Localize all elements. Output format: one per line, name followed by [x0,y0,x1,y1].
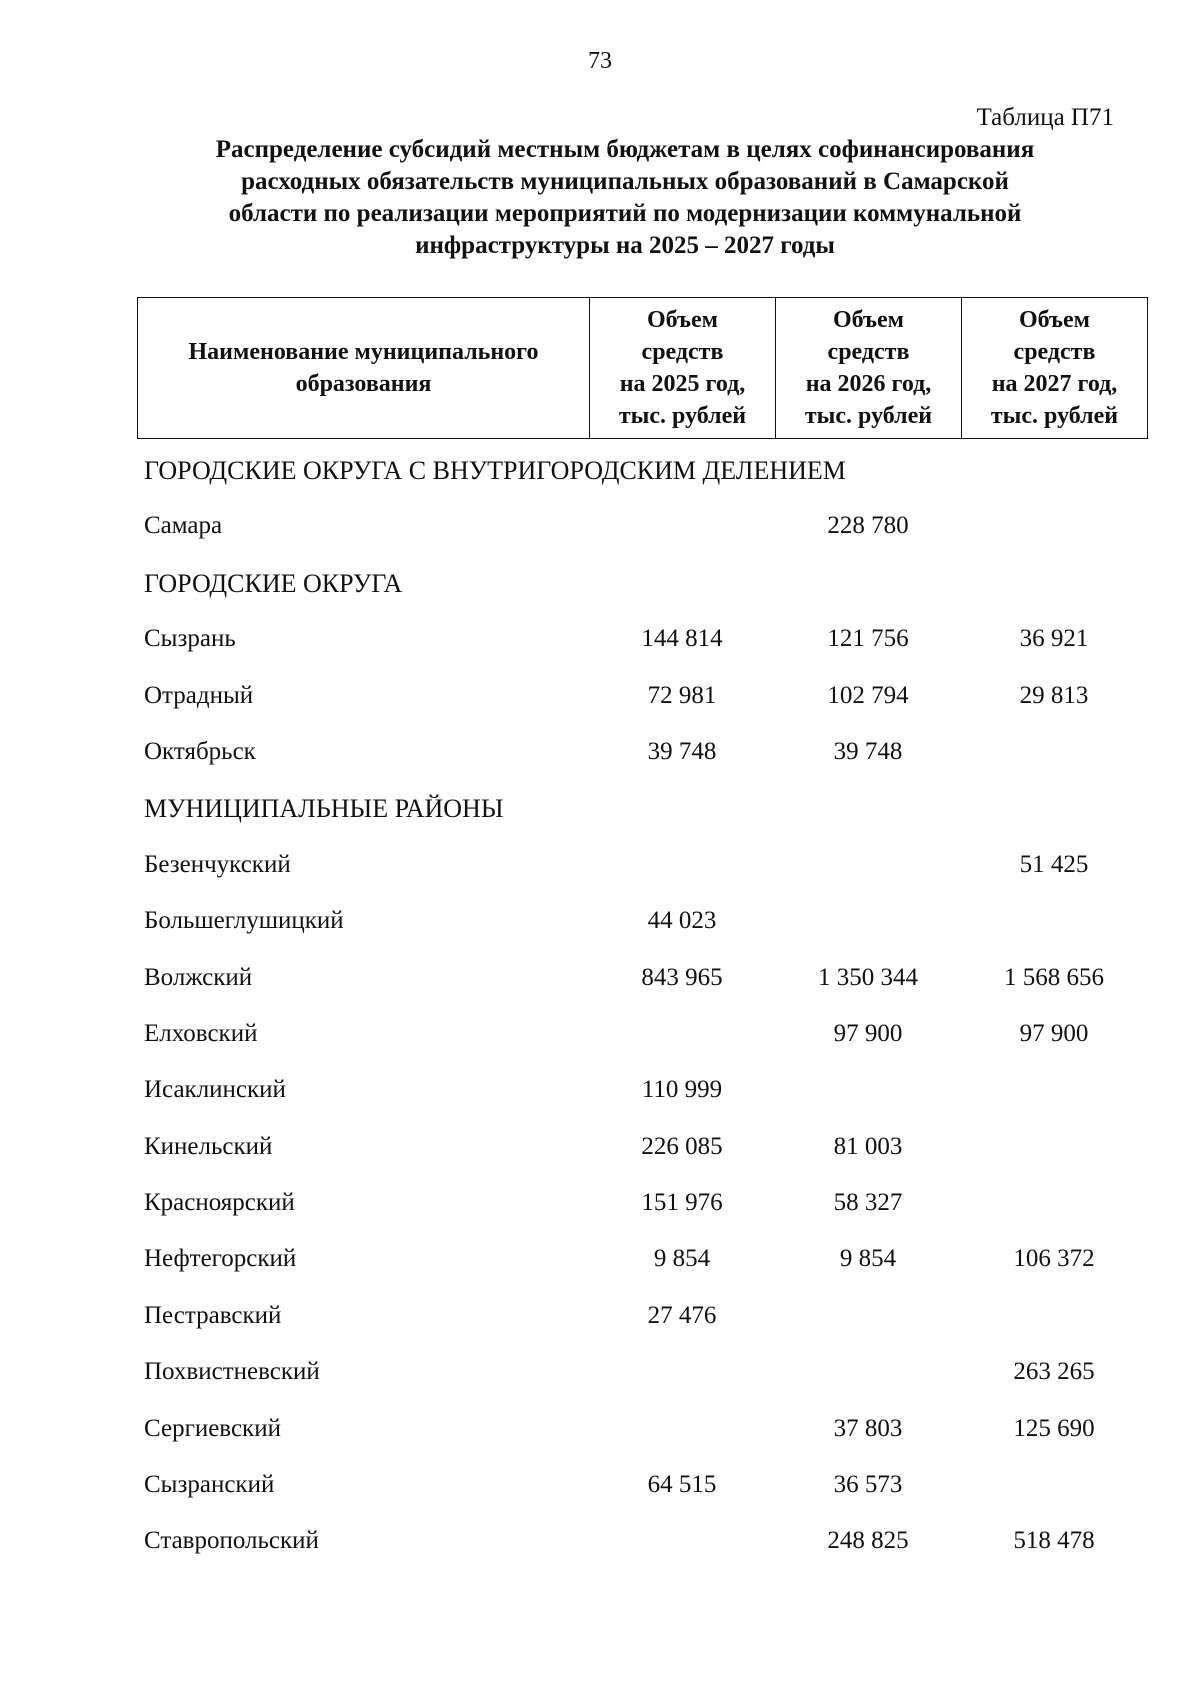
municipality-name: Ставропольский [144,1527,319,1555]
header-municipality [138,298,590,439]
value-2027: 97 900 [1019,1019,1089,1047]
value-2025: 151 976 [641,1189,723,1217]
table-row [137,1181,1147,1237]
table-row [137,1125,1147,1181]
header-text: Объем [832,307,905,333]
header-text: средств [827,339,910,365]
table-row [137,1068,1147,1124]
header-text: средств [641,339,724,365]
document-title [140,134,1110,262]
value-2025: 27 476 [647,1301,717,1329]
value-2026: 102 794 [827,681,909,709]
section-heading: ГОРОДСКИЕ ОКРУГА С ВНУТРИГОРОДСКИМ ДЕЛЕНИЕМ [144,456,846,485]
header-text: на 2026 год, [805,371,932,397]
value-2025: 64 515 [647,1471,717,1499]
table-row [137,1350,1147,1406]
table-row [137,730,1147,786]
value-2025: 72 981 [647,681,717,709]
table-row [137,956,1147,1012]
table-row [137,504,1147,560]
table-row [137,1012,1147,1068]
section-heading-row [137,786,1147,842]
header-text: тыс. рублей [618,403,747,429]
municipality-name: Нефтегорский [144,1245,297,1273]
value-2026: 1 350 344 [818,963,918,991]
value-2026: 9 854 [839,1245,897,1273]
value-2027: 263 265 [1013,1358,1095,1386]
value-2027: 125 690 [1013,1414,1095,1442]
header-text: Объем [646,307,719,333]
municipality-name: Кинельский [144,1132,273,1160]
table-row [137,843,1147,899]
table-row [137,1237,1147,1293]
value-2026: 121 756 [827,625,909,653]
header-2027 [962,298,1148,439]
table-row [137,1519,1147,1575]
municipality-name: Безенчукский [144,850,291,878]
section-heading: МУНИЦИПАЛЬНЫЕ РАЙОНЫ [144,794,504,824]
table-row [137,899,1147,955]
municipality-name: Исаклинский [144,1076,286,1104]
table-header [137,297,1148,439]
municipality-name: Большеглушицкий [144,907,344,935]
value-2025: 39 748 [647,737,717,765]
value-2027: 518 478 [1013,1527,1095,1555]
header-text: средств [1013,339,1096,365]
header-text: на 2025 год, [619,371,746,397]
value-2025: 9 854 [653,1245,711,1273]
title-line: расходных обязательств муниципальных образований в Самарской [241,168,1009,195]
municipality-name: Самара [144,512,223,540]
municipality-name: Пестравский [144,1301,282,1329]
title-line: инфраструктуры на 2025 – 2027 годы [415,232,835,259]
value-2026: 228 780 [827,512,909,540]
table-body [137,448,1147,1576]
value-2027: 36 921 [1019,625,1089,653]
municipality-name: Сергиевский [144,1414,281,1442]
value-2025: 843 965 [641,963,723,991]
municipality-name: Похвистневский [144,1358,320,1386]
municipality-name: Волжский [144,963,253,991]
section-heading-row [137,448,1147,504]
value-2025: 144 814 [641,625,723,653]
table-row [137,1294,1147,1350]
value-2026: 97 900 [833,1019,903,1047]
value-2026: 248 825 [827,1527,909,1555]
header-2026 [776,298,962,439]
value-2027: 29 813 [1019,681,1089,709]
municipality-name: Сызрань [144,625,236,653]
municipality-name: Октябрьск [144,737,256,765]
municipality-name: Елховский [144,1019,258,1047]
value-2025: 110 999 [641,1076,723,1104]
value-2026: 36 573 [833,1471,903,1499]
header-text: Объем [1018,307,1091,333]
value-2027: 51 425 [1019,850,1089,878]
table-row [137,617,1147,673]
title-line: Распределение субсидий местным бюджетам в целях софинансирования [215,136,1035,163]
table-row [137,1463,1147,1519]
page-number: 73 [588,48,612,74]
value-2025: 226 085 [641,1132,723,1160]
value-2025: 44 023 [647,907,717,935]
header-text: тыс. рублей [990,403,1119,429]
table-row [137,1407,1147,1463]
header-2025 [590,298,776,439]
municipality-name: Отрадный [144,681,254,709]
value-2027: 106 372 [1013,1245,1095,1273]
table-label: Таблица П71 [976,104,1114,131]
value-2026: 58 327 [833,1189,903,1217]
value-2027: 1 568 656 [1004,963,1104,991]
value-2026: 81 003 [833,1132,903,1160]
section-heading-row [137,561,1147,617]
table-row [137,674,1147,730]
title-line: области по реализации мероприятий по модернизации коммунальной [228,200,1022,227]
value-2026: 37 803 [833,1414,903,1442]
header-text: образования [295,371,432,397]
section-heading: ГОРОДСКИЕ ОКРУГА [144,568,403,598]
header-text: на 2027 год, [991,371,1118,397]
value-2026: 39 748 [833,737,903,765]
header-text: Наименование муниципального [188,339,539,365]
municipality-name: Красноярский [144,1189,295,1217]
municipality-name: Сызранский [144,1471,275,1499]
header-text: тыс. рублей [804,403,933,429]
